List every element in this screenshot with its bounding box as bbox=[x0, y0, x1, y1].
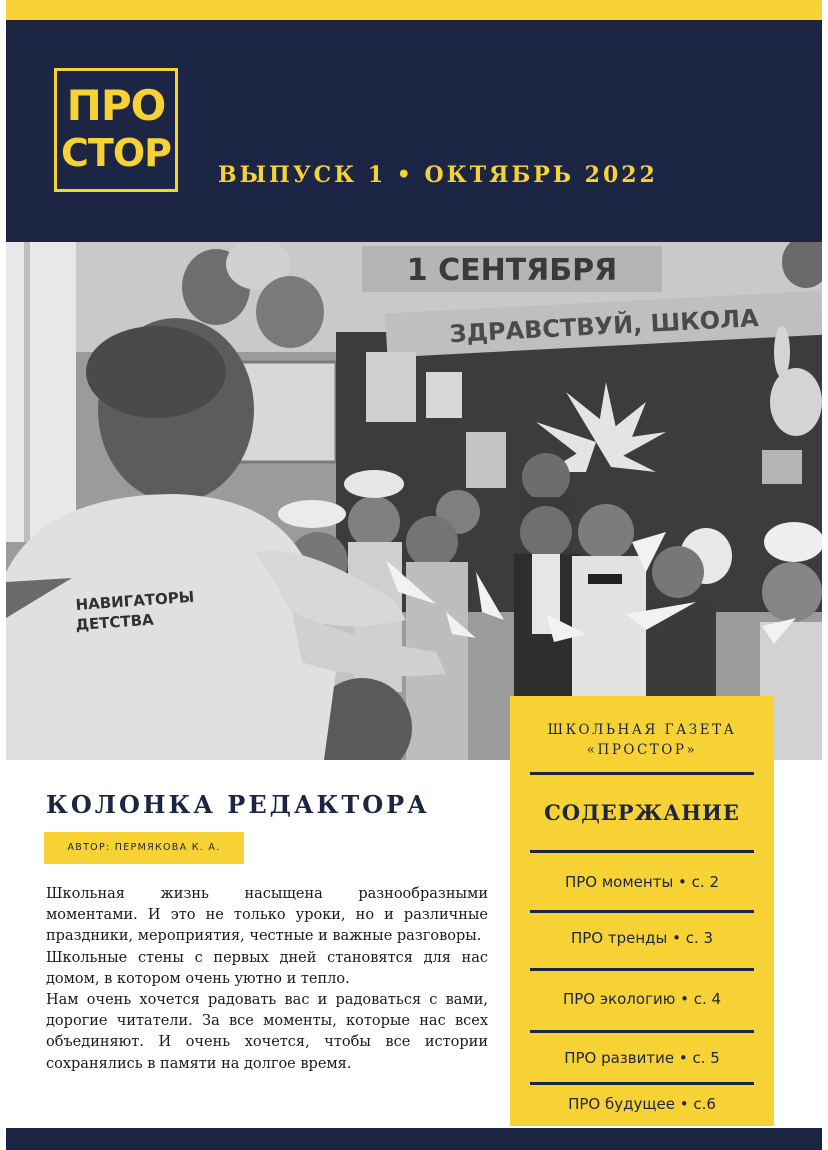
author-badge: АВТОР: ПЕРМЯКОВА К. А. bbox=[44, 832, 244, 864]
table-of-contents bbox=[510, 696, 774, 1126]
paper-name-line-2: «ПРОСТОР» bbox=[586, 742, 698, 758]
masthead bbox=[6, 20, 822, 242]
logo-line-2: СТОР bbox=[61, 131, 171, 175]
article-paragraph: Школьные стены с первых дней становятся для нас домом, в котором очень уютно и тепло. bbox=[46, 949, 488, 987]
article-paragraph: Школьная жизнь насыщена разнообразными моментами. И это не только уроки, но и различные праздники, мероприятия, честные и важные разговоры. bbox=[46, 886, 488, 945]
toc-divider bbox=[530, 968, 754, 971]
top-accent-stripe bbox=[0, 0, 828, 20]
paper-name bbox=[510, 720, 774, 760]
toc-heading: СОДЕРЖАНИЕ bbox=[544, 800, 740, 825]
toc-item[interactable]: ПРО тренды • с. 3 bbox=[570, 929, 714, 947]
paper-name-line-1: ШКОЛЬНАЯ ГАЗЕТА bbox=[547, 722, 737, 738]
stripe-edge-right bbox=[822, 0, 828, 20]
banner-first-september: 1 СЕНТЯБРЯ bbox=[406, 253, 618, 288]
article-paragraph: Нам очень хочется радовать вас и радоваться с вами, дорогие читатели. За все моменты, которые нас всех объединяют. И очень хочется, чтобы все истории сохранялись в памяти на долгое время. bbox=[46, 992, 488, 1072]
issue-info: ВЫПУСК 1 • ОКТЯБРЬ 2022 bbox=[218, 162, 658, 188]
editor-column-title: КОЛОНКА РЕДАКТОРА bbox=[46, 790, 430, 819]
banner-hello-school: ЗДРАВСТВУЙ, ШКОЛА bbox=[448, 304, 760, 349]
stripe-edge-left bbox=[0, 0, 6, 20]
cover-photo bbox=[6, 242, 822, 760]
toc-divider bbox=[530, 1082, 754, 1085]
toc-divider bbox=[530, 1030, 754, 1033]
toc-divider bbox=[530, 910, 754, 913]
toc-item[interactable]: ПРО моменты • с. 2 bbox=[564, 873, 720, 891]
newspaper-logo bbox=[54, 68, 178, 192]
logo-line-1: ПРО bbox=[66, 81, 166, 130]
toc-item[interactable]: ПРО развитие • с. 5 bbox=[564, 1049, 720, 1067]
bottom-bar bbox=[6, 1128, 822, 1150]
shirt-text-line-2: ДЕТСТВА bbox=[75, 610, 155, 634]
editor-article bbox=[46, 884, 488, 1075]
shirt-text-line-1: НАВИГАТОРЫ bbox=[75, 587, 195, 614]
toc-divider bbox=[530, 772, 754, 775]
toc-item[interactable]: ПРО экологию • с. 4 bbox=[562, 990, 722, 1008]
toc-divider bbox=[530, 850, 754, 853]
toc-item[interactable]: ПРО будущее • с.6 bbox=[568, 1095, 716, 1113]
